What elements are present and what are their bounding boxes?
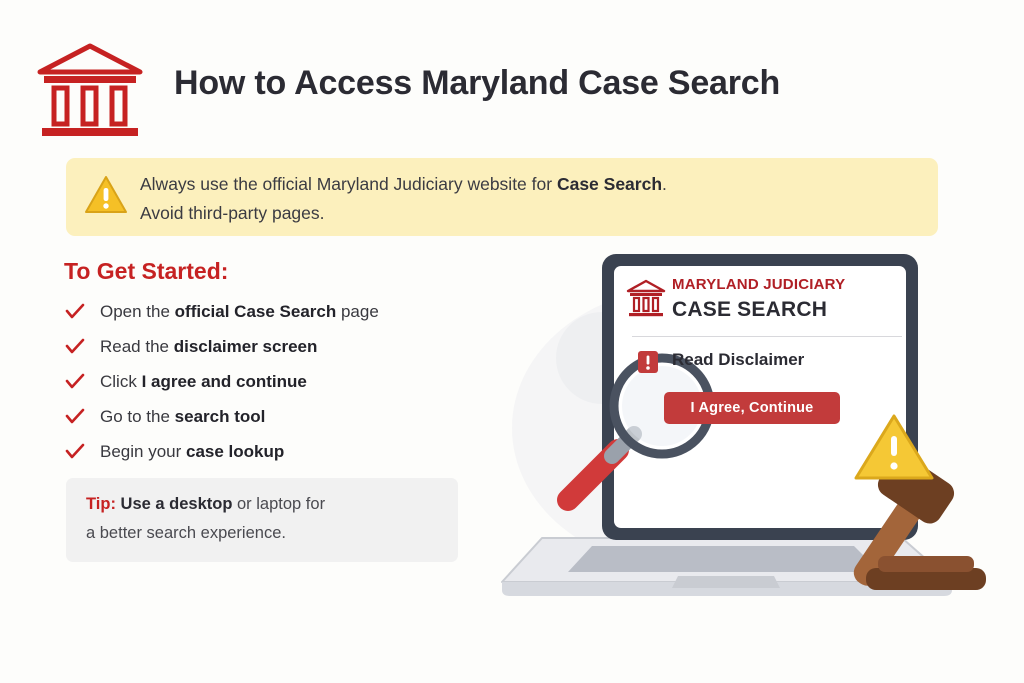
list-item <box>62 336 482 358</box>
tip-label: Tip: <box>86 495 116 513</box>
laptop-screen <box>624 274 910 444</box>
check-icon <box>65 302 85 322</box>
check-icon <box>65 442 85 462</box>
disclaimer-row <box>636 348 896 376</box>
tip-box <box>66 478 458 562</box>
step-prefix: Go to the <box>100 407 175 426</box>
tip-rest: or laptop for <box>232 495 326 513</box>
warning-banner <box>66 158 938 236</box>
section-heading: To Get Started: <box>64 258 229 284</box>
page-title: How to Access Maryland Case Search <box>174 64 781 102</box>
screen-title: CASE SEARCH <box>672 298 828 321</box>
list-item <box>62 406 482 428</box>
banner-line1-suffix: . <box>662 174 667 194</box>
step-list <box>62 301 482 463</box>
screen-brand: MARYLAND JUDICIARY <box>672 276 846 293</box>
step-bold: official Case Search <box>174 302 337 321</box>
step-prefix: Click <box>100 372 142 391</box>
illustration <box>482 238 1022 638</box>
check-icon <box>65 337 85 357</box>
alert-exclamation-icon <box>636 349 660 375</box>
list-item <box>62 441 482 463</box>
divider <box>632 336 902 337</box>
list-item <box>62 371 482 393</box>
step-suffix: page <box>336 302 379 321</box>
banner-line2: Avoid third-party pages. <box>140 203 325 223</box>
check-icon <box>65 407 85 427</box>
banner-line1-bold: Case Search <box>556 174 663 194</box>
header <box>34 36 934 136</box>
tip-text <box>86 490 444 548</box>
check-icon <box>65 372 85 392</box>
tip-bold: Use a desktop <box>115 495 233 513</box>
disclaimer-label: Read Disclaimer <box>672 350 805 369</box>
step-bold: disclaimer screen <box>173 337 318 356</box>
step-prefix: Begin your <box>100 442 186 461</box>
banner-line1-prefix: Always use the official Maryland Judiciary website for <box>140 174 557 194</box>
courthouse-icon <box>626 278 666 318</box>
agree-continue-button[interactable]: I Agree, Continue <box>664 392 840 424</box>
step-bold: search tool <box>174 407 266 426</box>
warning-triangle-icon <box>84 174 128 216</box>
tip-line2: a better search experience. <box>86 524 286 542</box>
step-bold: case lookup <box>186 442 285 461</box>
list-item <box>62 301 482 323</box>
step-bold: I agree and continue <box>141 372 307 391</box>
step-prefix: Read the <box>100 337 174 356</box>
steps-section <box>62 258 482 476</box>
courthouse-icon <box>34 40 146 142</box>
step-prefix: Open the <box>100 302 175 321</box>
banner-text <box>140 170 922 228</box>
